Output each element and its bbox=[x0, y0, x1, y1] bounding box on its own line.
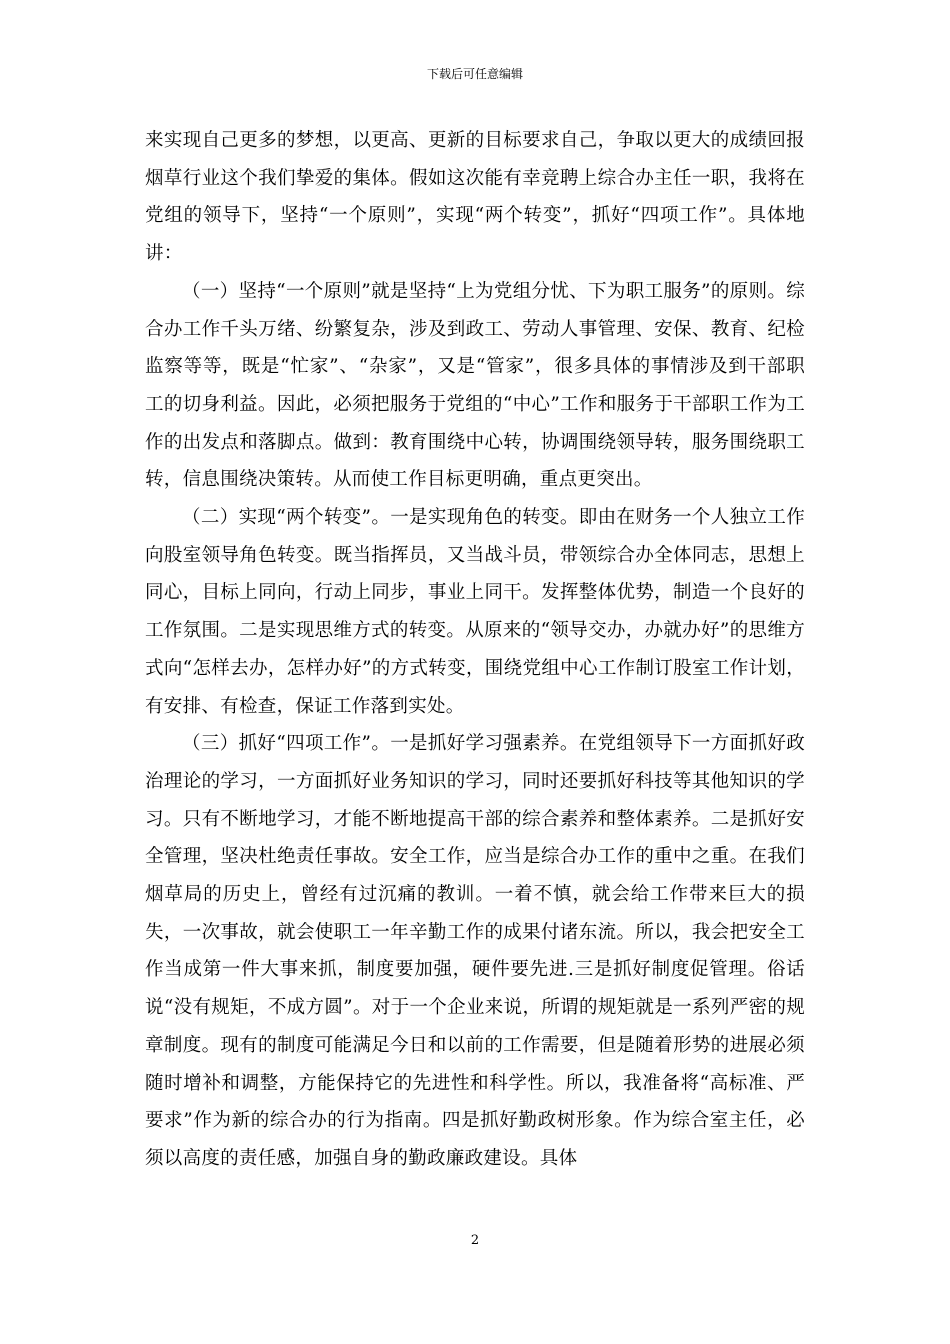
paragraph-transformations: （二）实现“两个转变”。一是实现角色的转变。即由在财务一个人独立工作向股室领导角色转变。既当指挥员，又当战斗员，带领综合办全体同志，思想上同心，目标上同向，行动上同步，事业上同干。发挥整体优势，制造一个良好的工作氛围。二是实现思维方式的转变。从原来的“领导交办，办就办好”的思维方式向“怎样去办，怎样办好”的方式转变，围绕党组中心工作制订股室工作计划，有安排、有检查，保证工作落到实处。 bbox=[145, 507, 805, 717]
page-number: 2 bbox=[470, 1233, 480, 1248]
paragraph-principle: （一）坚持“一个原则”就是坚持“上为党组分忧、下为职工服务”的原则。综合办工作千头万绪、纷繁复杂，涉及到政工、劳动人事管理、安保、教育、纪检监察等等，既是“忙家”、“杂家”，又是“管家”，很多具体的事情涉及到干部职工的切身利益。因此，必须把服务于党组的“中心”工作和服务于干部职工作为工作的出发点和落脚点。做到：教育围绕中心转，协调围绕领导转，服务围绕职工转，信息围绕决策转。从而使工作目标更明确，重点更突出。 bbox=[145, 280, 805, 491]
paragraph-continuation: 来实现自己更多的梦想，以更高、更新的目标要求自己，争取以更大的成绩回报烟草行业这个我们挚爱的集体。假如这次能有幸竞聘上综合办主任一职，我将在党组的领导下，坚持“一个原则”，实现“两个转变”，抓好“四项工作”。具体地讲： bbox=[145, 130, 805, 265]
document-body bbox=[145, 122, 805, 1178]
paragraph-four-tasks: （三）抓好“四项工作”。一是抓好学习强素养。在党组领导下一方面抓好政治理论的学习，一方面抓好业务知识的学习，同时还要抓好科技等其他知识的学习。只有不断地学习，才能不断地提高干部的综合素养和整体素养。二是抓好安全管理，坚决杜绝责任事故。安全工作，应当是综合办工作的重中之重。在我们烟草局的历史上，曾经有过沉痛的教训。一着不慎，就会给工作带来巨大的损失，一次事故，就会使职工一年辛勤工作的成果付诸东流。所以，我会把安全工作当成第一件大事来抓，制度要加强，硬件要先进.三是抓好制度促管理。俗话说“没有规矩，不成方圆”。对于一个企业来说，所谓的规矩就是一系列严密的规章制度。现有的制度可能满足今日和以前的工作需要，但是随着形势的进展必须随时增补和调整，方能保持它的先进性和科学性。所以，我准备将“高标准、严要求”作为新的综合办的行为指南。四是抓好勤政树形象。作为综合室主任，必须以高度的责任感，加强自身的勤政廉政建设。具体 bbox=[145, 733, 805, 1169]
page-header: 下载后可任意编辑 bbox=[426, 67, 523, 81]
